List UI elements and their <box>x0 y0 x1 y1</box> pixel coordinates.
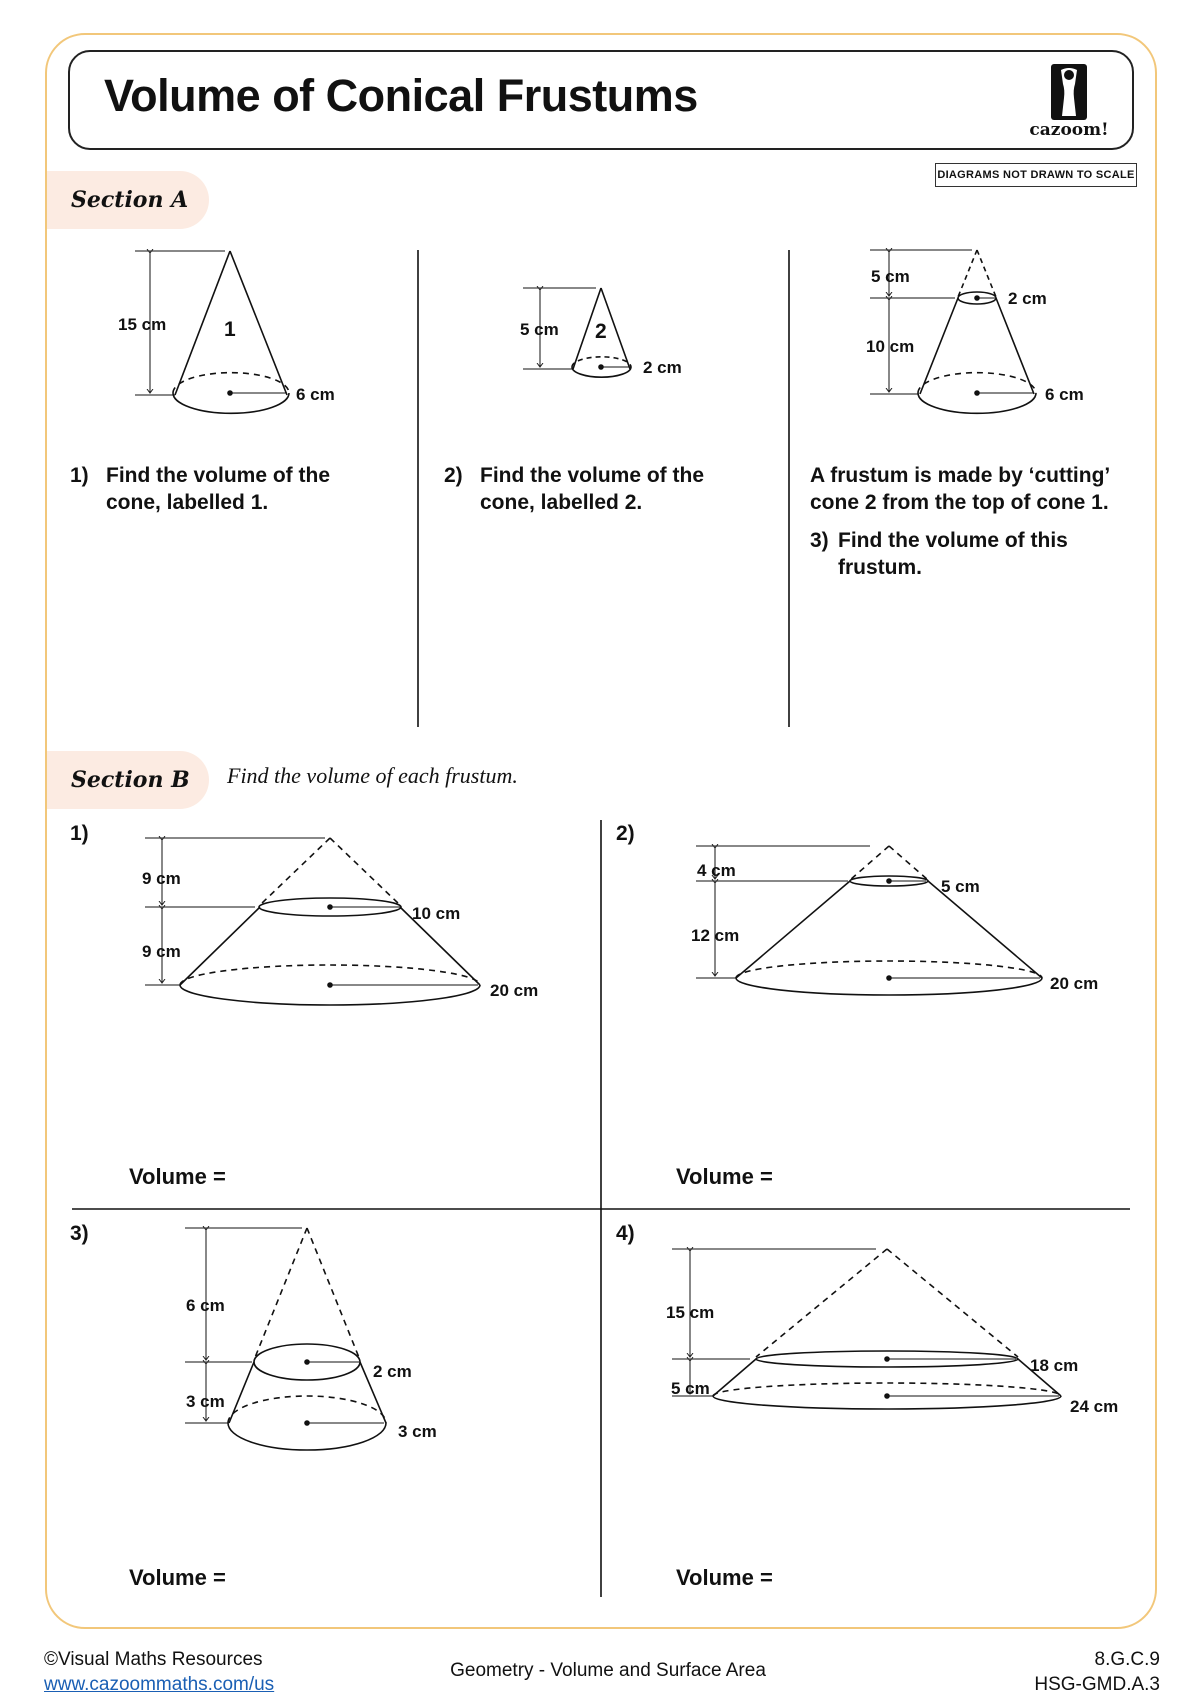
b4-top-height-label: 15 cm <box>666 1303 715 1322</box>
question-a1 <box>70 462 370 516</box>
b4-bottom-height-label: 5 cm <box>671 1379 710 1398</box>
b2-top-radius-label: 5 cm <box>941 877 980 896</box>
question-a3 <box>810 527 1120 581</box>
b4-number: 4) <box>616 1222 635 1245</box>
b3-bottom-height-label: 3 cm <box>186 1392 225 1411</box>
footer-standard-1: 8.G.C.9 <box>1094 1649 1160 1670</box>
a3-top-radius-label: 2 cm <box>1008 289 1047 308</box>
b3-top-radius-label: 2 cm <box>373 1362 412 1381</box>
question-a3-text: Find the volume of this frustum. <box>838 529 1068 579</box>
section-b-tab: Section B <box>47 751 209 809</box>
cone2-number-label: 2 <box>595 320 607 343</box>
b3-top-height-label: 6 cm <box>186 1296 225 1315</box>
cone1-number-label: 1 <box>224 318 236 341</box>
a3-top-height-label: 5 cm <box>871 267 910 286</box>
b3-number: 3) <box>70 1222 89 1245</box>
cone1-height-label: 15 cm <box>118 315 167 334</box>
frustum-b3-diagram <box>185 1228 386 1450</box>
cone2-height-label: 5 cm <box>520 320 559 339</box>
cone1-radius-label: 6 cm <box>296 385 335 404</box>
question-a2-number: 2) <box>444 464 463 487</box>
b2-top-height-label: 4 cm <box>697 861 736 880</box>
b1-number: 1) <box>70 822 89 845</box>
b1-bottom-height-label: 9 cm <box>142 942 181 961</box>
b3-bottom-radius-label: 3 cm <box>398 1422 437 1441</box>
question-a1-text: Find the volume of the cone, labelled 1. <box>106 464 330 514</box>
b2-number: 2) <box>616 822 635 845</box>
question-a2-text: Find the volume of the cone, labelled 2. <box>480 464 704 514</box>
footer-url-link[interactable]: www.cazoommaths.com/us <box>44 1674 275 1695</box>
logo-text: cazoom! <box>1029 120 1109 140</box>
section-b-instruction: Find the volume of each frustum. <box>227 763 518 788</box>
footer-standards <box>1034 1647 1160 1697</box>
a3-bottom-height-label: 10 cm <box>866 337 915 356</box>
b2-bottom-radius-label: 20 cm <box>1050 974 1099 993</box>
b1-top-radius-label: 10 cm <box>412 904 461 923</box>
b4-bottom-radius-label: 24 cm <box>1070 1397 1119 1416</box>
b1-bottom-radius-label: 20 cm <box>490 981 539 1000</box>
b1-top-height-label: 9 cm <box>142 869 181 888</box>
question-a1-number: 1) <box>70 464 89 487</box>
frustum-intro: A frustum is made by ‘cutting’ cone 2 from the top of cone 1. <box>810 464 1110 514</box>
footer-topic: Geometry - Volume and Surface Area <box>450 1660 766 1681</box>
cone2-radius-label: 2 cm <box>643 358 682 377</box>
question-a2 <box>444 462 744 516</box>
footer-copyright: ©Visual Maths Resources <box>44 1649 263 1670</box>
b4-top-radius-label: 18 cm <box>1030 1356 1079 1375</box>
b1-volume-label: Volume = <box>129 1164 226 1189</box>
a3-bottom-radius-label: 6 cm <box>1045 385 1084 404</box>
question-a3-number: 3) <box>810 529 829 552</box>
frustum-b4-diagram <box>672 1249 1061 1409</box>
frustum-b2-diagram <box>696 846 1042 995</box>
page-title: Volume of Conical Frustums <box>104 70 698 121</box>
section-a-tab: Section A <box>47 171 209 229</box>
scale-note: DIAGRAMS NOT DRAWN TO SCALE <box>935 163 1137 187</box>
b2-volume-label: Volume = <box>676 1164 773 1189</box>
b3-volume-label: Volume = <box>129 1565 226 1590</box>
b4-volume-label: Volume = <box>676 1565 773 1590</box>
b2-bottom-height-label: 12 cm <box>691 926 740 945</box>
footer-standard-2: HSG-GMD.A.3 <box>1034 1674 1160 1695</box>
